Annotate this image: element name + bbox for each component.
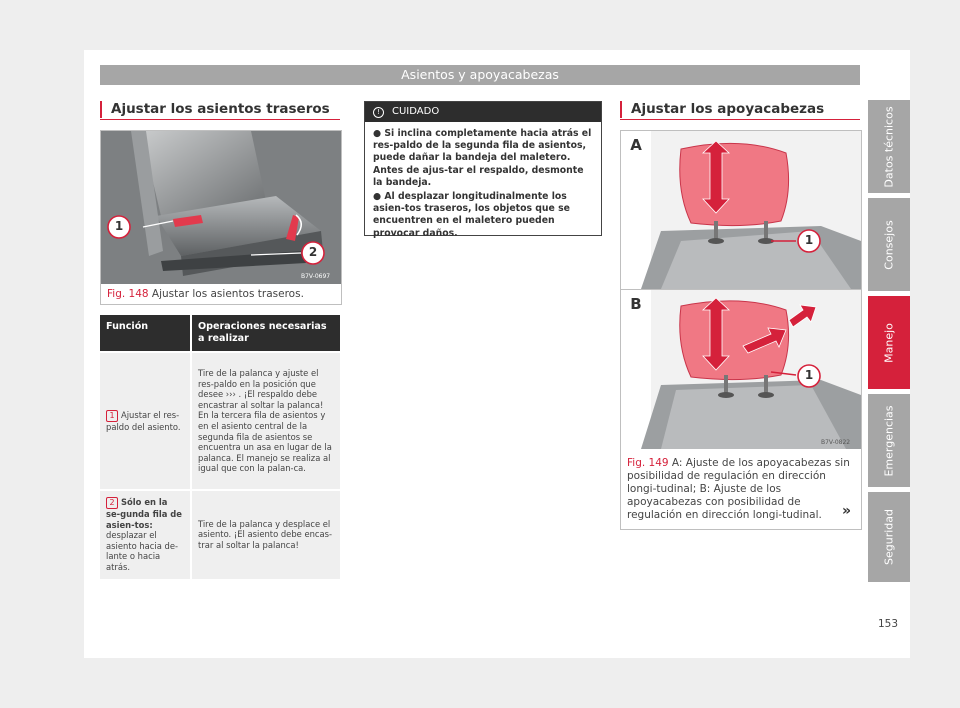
panel-label-a: A bbox=[626, 135, 646, 155]
table-cell-funcion bbox=[100, 490, 191, 579]
tab-emergencias[interactable]: Emergencias bbox=[868, 394, 910, 487]
headrest-b-drawing bbox=[621, 290, 861, 449]
headrest-a-drawing bbox=[621, 131, 861, 289]
figure-caption-text: Ajustar los asientos traseros. bbox=[151, 288, 304, 300]
table-row bbox=[100, 352, 340, 490]
row-funcion-bold: Sólo en la se-gunda fila de asien-tos: bbox=[106, 497, 182, 530]
column-header-funcion: Función bbox=[100, 315, 191, 352]
row-number-badge: 2 bbox=[106, 497, 118, 509]
table-header-row bbox=[100, 315, 340, 352]
callout-2: 2 bbox=[308, 245, 318, 259]
continue-marker: » bbox=[842, 503, 852, 519]
row-number-badge: 1 bbox=[106, 410, 118, 422]
caution-title: CUIDADO bbox=[392, 106, 440, 117]
warning-circle-icon: ! bbox=[373, 107, 384, 118]
figure-label: Fig. 148 bbox=[107, 288, 149, 300]
running-header: Asientos y apoyacabezas bbox=[100, 65, 860, 85]
table-cell-funcion bbox=[100, 352, 191, 490]
bullet-icon: ● bbox=[373, 128, 385, 139]
figure-code: B7V-0822 bbox=[821, 439, 851, 446]
function-table bbox=[100, 315, 340, 579]
callout-a-1: 1 bbox=[804, 233, 814, 247]
figure-149-caption bbox=[627, 457, 855, 522]
row-funcion-text: desplazar el asiento hacia de-lante o hacia atrás. bbox=[106, 530, 179, 572]
tab-manejo[interactable]: Manejo bbox=[868, 296, 910, 389]
figure-149 bbox=[620, 130, 862, 530]
headrest-panel-a bbox=[621, 131, 861, 289]
bullet-icon: ● bbox=[373, 191, 385, 203]
caution-list bbox=[373, 128, 593, 240]
figure-148-caption bbox=[107, 288, 304, 301]
tab-datos-tecnicos[interactable]: Datos técnicos bbox=[868, 100, 910, 193]
page-number: 153 bbox=[878, 618, 899, 630]
section-heading-headrests: Ajustar los apoyacabezas bbox=[620, 101, 824, 118]
column-header-operaciones: Operaciones necesarias a realizar bbox=[191, 315, 340, 352]
panel-label-b: B bbox=[626, 294, 646, 314]
heading-rule bbox=[100, 119, 340, 120]
caution-item: ● Si inclina completamente hacia atrás el res-paldo de la segunda fila de asientos, puede dañar la bandeja del maletero. Antes de ajus-tar el respaldo, desmonte la bandeja. bbox=[373, 128, 592, 188]
figure-148 bbox=[100, 130, 342, 305]
figure-code: B7V-0697 bbox=[301, 273, 331, 280]
caution-box bbox=[364, 101, 602, 239]
callout-1: 1 bbox=[114, 219, 124, 233]
table-cell-operaciones: Tire de la palanca y ajuste el res-paldo en la posición que desee ››› . ¡El respaldo debe encastrar al soltar la palanca! En la tercera fila de asientos y en el asiento central de la segunda fila de asientos se encuentra un asa en lugar de la palanca. El manejo se realiza al igual que con la palan-ca. bbox=[191, 352, 340, 490]
table-row bbox=[100, 490, 340, 579]
tab-consejos[interactable]: Consejos bbox=[868, 198, 910, 291]
heading-rule bbox=[620, 119, 860, 120]
section-heading-rear-seats: Ajustar los asientos traseros bbox=[100, 101, 330, 118]
callout-b-1: 1 bbox=[804, 368, 814, 382]
caution-item: ● Al desplazar longitudinalmente los asien-tos traseros, los objetos que se encuentren en el maletero pueden provocar daños. bbox=[373, 191, 570, 239]
rear-seat-drawing bbox=[101, 131, 341, 284]
tab-seguridad[interactable]: Seguridad bbox=[868, 492, 910, 582]
rear-seat-illustration bbox=[101, 131, 341, 284]
headrest-panel-b bbox=[621, 290, 861, 449]
row-funcion-text: Ajustar el res-paldo del asiento. bbox=[106, 409, 181, 432]
caution-header bbox=[365, 102, 601, 122]
figure-caption-text: A: Ajuste de los apoyacabezas sin posibilidad de regulación en dirección longi-tudinal; B: Ajuste de los apoyacabezas con posibilidad de regulación en dirección longi-tudinal. bbox=[627, 457, 850, 521]
figure-label: Fig. 149 bbox=[627, 457, 669, 469]
table-cell-operaciones: Tire de la palanca y desplace el asiento. ¡El asiento debe encas-trar al soltar la palanca! bbox=[191, 490, 340, 579]
